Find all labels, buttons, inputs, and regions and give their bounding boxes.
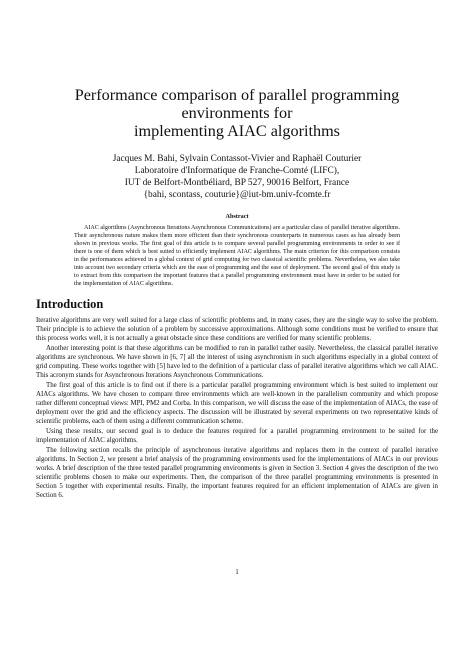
- paper-title: [36, 0, 438, 140]
- abstract-text: AIAC algorithms (Asynchronous Iterations Asynchronous Communications) are a particular class of parallel iterative algorithms. Their asynchronous nature makes them more efficient than their synchronous counterparts in numerous cases as has already been shown in previous works. The first goal of this article is to compare several parallel programming environments in order to see if there is one of them which is best suited to efficiently implement AIAC algorithms. The main criterion for this comparison consists in the performances achieved in a global context of grid computing for two classical scientific problems. Nevertheless, we also take into account two secondary criteria which are the ease of programming and the ease of deployment. The second goal of this study is to extract from this comparison the important features that a parallel programming environment must have in order to be suited for the implementation of AIAC algorithms.: [74, 225, 400, 287]
- page-number: 1: [235, 568, 239, 576]
- section-title-introduction: Introduction: [36, 297, 104, 311]
- author-names: Jacques M. Bahi, Sylvain Contassot-Vivier and Raphaël Couturier: [112, 154, 362, 164]
- author-block: [36, 153, 438, 201]
- intro-paragraph: The first goal of this article is to find out if there is a particular parallel programming environment which is best suited to implement our AIACs algorithms. We have chosen to compare three environments which are well-known in the parallelism community and which propose rather different conceptual views: MPI, PM2 and Corba. In this comparison, we will discuss the ease of the implementation of AIACs, the ease of deployment over the grid and the efficiency aspects. The discussion will be illustrated by several experiments on two representative kinds of scientific problems, each of them using a different communication scheme.: [36, 382, 438, 425]
- intro-paragraph: Using these results, our second goal is to deduce the features required for a parallel programming environment to be suited for the implementation of AIAC algorithms.: [36, 428, 438, 444]
- intro-paragraph: The following section recalls the principle of asynchronous iterative algorithms and replaces them in the context of parallel iterative algorithms. In Section 2, we present a brief analysis of the programming environments used for the implementations of AIACs in our previous works. A brief description of the three tested parallel programming environments is given in Section 3. Section 4 gives the description of the two scientific problems chosen to make our experiments. Then, the comparison of the three parallel programming environments is presented in Section 5 together with experimental results. Finally, the important features required for an efficient implementation of AIACs are given in Section 6.: [36, 447, 438, 499]
- affiliation-address: IUT de Belfort-Montbéliard, BP 527, 90016 Belfort, France: [124, 178, 350, 188]
- affiliation-lab: Laboratoire d'Informatique de Franche-Comté (LIFC),: [134, 166, 340, 176]
- author-emails: {bahi, scontass, couturie}@iut-bm.univ-fcomte.fr: [143, 190, 331, 200]
- title-line: Performance comparison of parallel programming environments for: [74, 86, 400, 122]
- intro-paragraph: Iterative algorithms are very well suited for a large class of scientific problems and, in many cases, they are the single way to solve the problem. Their principle is to achieve the solution of a problem by successive approximations. Although some conditions must be verified to ensure that this process works well, it is not actually a great obstacle since these conditions are verified for many scientific problems.: [36, 317, 438, 342]
- intro-paragraph: Another interesting point is that these algorithms can be modified to run in parallel rather easily. Nevertheless, the classical parallel iterative algorithms are synchronous. We have shown in [6, 7] all the interest of using asynchronism in such algorithms especially in a global context of grid computing. These works together with [5] have led to the definition of a particular class of parallel iterative algorithms which we call AIAC. This acronym stands for Asynchronous Iterations Asynchronous Communications.: [36, 345, 438, 379]
- abstract-heading: Abstract: [225, 213, 249, 220]
- title-line: implementing AIAC algorithms: [134, 122, 340, 140]
